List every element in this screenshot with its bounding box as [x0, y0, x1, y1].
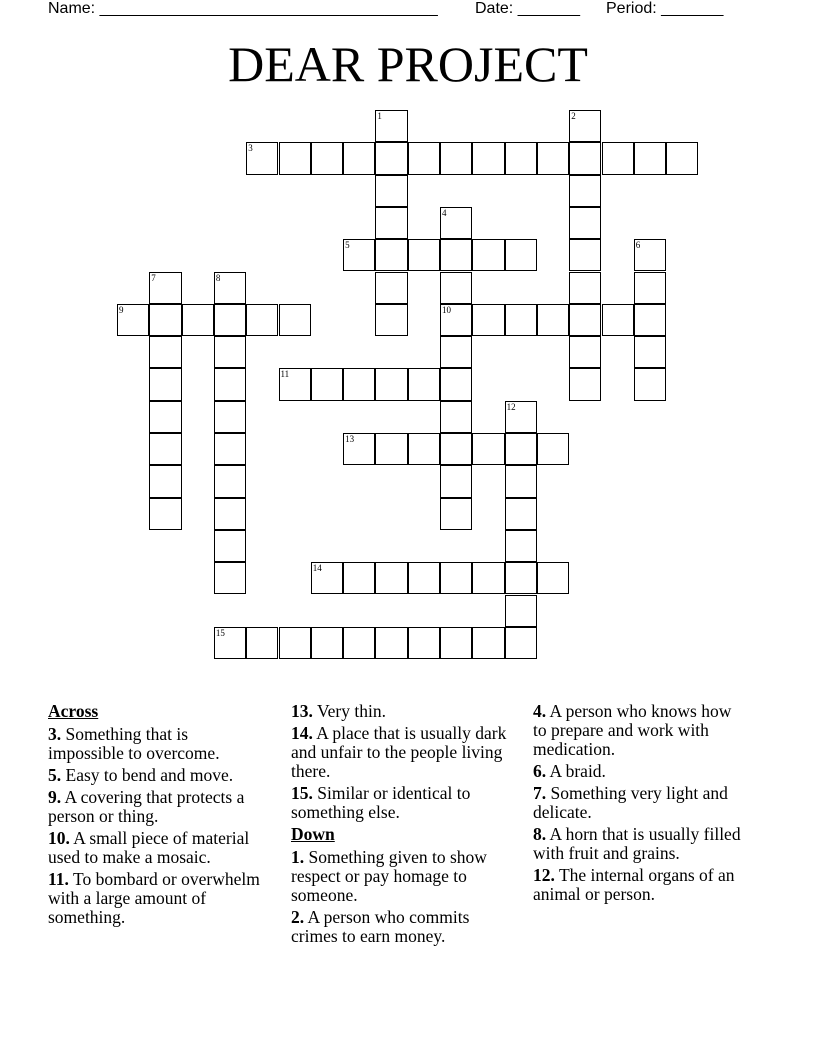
grid-cell[interactable]: [311, 627, 343, 659]
clue-number-label: 2: [571, 111, 576, 121]
grid-cell[interactable]: [440, 142, 472, 174]
clue-across-15: 15. Similar or identical to something else.: [291, 783, 471, 822]
grid-cell[interactable]: [505, 401, 537, 433]
grid-cell[interactable]: [440, 401, 472, 433]
grid-cell[interactable]: [408, 142, 440, 174]
grid-cell[interactable]: [472, 627, 504, 659]
grid-cell[interactable]: [214, 336, 246, 368]
clue-across-9: 9. A covering that protects a person or thing.: [48, 787, 245, 826]
grid-cell[interactable]: [440, 562, 472, 594]
grid-cell[interactable]: [375, 272, 407, 304]
grid-cell[interactable]: [569, 142, 601, 174]
across-heading: Across: [48, 701, 99, 721]
clue-number-label: 5: [345, 240, 350, 251]
grid-cell[interactable]: [505, 530, 537, 562]
clue-number-label: 6: [635, 240, 641, 251]
grid-cell[interactable]: [634, 336, 666, 368]
clues-column-3: [533, 702, 748, 907]
grid-cell[interactable]: [311, 562, 343, 594]
grid-cell[interactable]: [117, 304, 149, 336]
grid-cell[interactable]: [634, 142, 666, 174]
grid-cell[interactable]: [311, 368, 343, 400]
grid-cell[interactable]: [569, 272, 601, 304]
grid-cell[interactable]: [408, 627, 440, 659]
grid-cell[interactable]: [602, 142, 634, 174]
down-heading: Down: [291, 824, 335, 844]
grid-cell[interactable]: [375, 110, 407, 142]
grid-cell[interactable]: [246, 627, 278, 659]
period-field[interactable]: Period: _______: [606, 0, 724, 17]
grid-cell[interactable]: [634, 272, 666, 304]
grid-cell[interactable]: [537, 433, 569, 465]
grid-cell[interactable]: [214, 433, 246, 465]
grid-cell[interactable]: [214, 401, 246, 433]
grid-cell[interactable]: [505, 498, 537, 530]
grid-cell[interactable]: [472, 142, 504, 174]
grid-cell[interactable]: [149, 433, 181, 465]
clue-number-label: 1: [377, 111, 382, 121]
clue-number-label: 15: [215, 627, 225, 638]
grid-cell[interactable]: [440, 465, 472, 497]
grid-cell[interactable]: [505, 465, 537, 497]
clue-down-7: 7. Something very light and delicate.: [533, 783, 728, 822]
grid-cell[interactable]: [279, 304, 311, 336]
grid-cell[interactable]: [375, 562, 407, 594]
grid-cell[interactable]: [505, 562, 537, 594]
date-field[interactable]: Date: _______: [475, 0, 580, 17]
clue-across-11: 11. To bombard or overwhelm with a large amount of something.: [48, 869, 260, 927]
clue-across-5: 5. Easy to bend and move.: [48, 765, 234, 785]
clue-number-label: 14: [312, 563, 322, 574]
grid-cell[interactable]: [505, 627, 537, 659]
grid-cell[interactable]: [375, 142, 407, 174]
clue-down-4: 4. A person who knows how to prepare and work with medication.: [533, 701, 732, 759]
grid-cell[interactable]: [569, 239, 601, 271]
grid-cell[interactable]: [408, 368, 440, 400]
grid-cell[interactable]: [375, 207, 407, 239]
grid-cell[interactable]: [634, 304, 666, 336]
grid-cell[interactable]: [472, 562, 504, 594]
grid-cell[interactable]: [149, 272, 181, 304]
grid-cell[interactable]: [602, 304, 634, 336]
grid-cell[interactable]: [279, 142, 311, 174]
clue-across-3: 3. Something that is impossible to overcome.: [48, 724, 220, 763]
clue-number-label: 7: [151, 272, 156, 283]
grid-cell[interactable]: [214, 498, 246, 530]
grid-cell[interactable]: [537, 142, 569, 174]
grid-cell[interactable]: [537, 562, 569, 594]
grid-cell[interactable]: [279, 627, 311, 659]
grid-cell[interactable]: [343, 433, 375, 465]
clue-number-label: 11: [280, 369, 290, 380]
grid-cell[interactable]: [440, 433, 472, 465]
name-field[interactable]: Name: ______________________________________: [48, 0, 438, 17]
grid-cell[interactable]: [343, 627, 375, 659]
grid-cell[interactable]: [149, 465, 181, 497]
grid-cell[interactable]: [505, 433, 537, 465]
page-title: DEAR PROJECT: [228, 36, 588, 92]
clue-down-8: 8. A horn that is usually filled with fruit and grains.: [533, 824, 741, 863]
grid-cell[interactable]: [375, 175, 407, 207]
grid-cell[interactable]: [440, 239, 472, 271]
grid-cell[interactable]: [375, 627, 407, 659]
grid-cell[interactable]: [472, 304, 504, 336]
clue-number-label: 3: [248, 143, 253, 154]
grid-cell[interactable]: [375, 433, 407, 465]
grid-cell[interactable]: [505, 142, 537, 174]
grid-cell[interactable]: [440, 368, 472, 400]
grid-cell[interactable]: [440, 627, 472, 659]
grid-cell[interactable]: [375, 368, 407, 400]
clue-across-14: 14. A place that is usually dark and unfair to the people living there.: [291, 723, 507, 781]
clue-number-label: 13: [345, 434, 355, 444]
grid-cell[interactable]: [149, 336, 181, 368]
clues-column-1: [48, 702, 263, 930]
grid-cell[interactable]: [634, 239, 666, 271]
grid-cell[interactable]: [149, 401, 181, 433]
grid-cell[interactable]: [375, 239, 407, 271]
grid-cell[interactable]: [279, 368, 311, 400]
clues-column-2: [291, 702, 519, 949]
grid-cell[interactable]: [214, 304, 246, 336]
grid-cell[interactable]: [343, 562, 375, 594]
clue-down-12: 12. The internal organs of an animal or person.: [533, 865, 735, 904]
grid-cell[interactable]: [408, 562, 440, 594]
grid-cell[interactable]: [505, 304, 537, 336]
grid-cell[interactable]: [440, 272, 472, 304]
grid-cell[interactable]: [214, 530, 246, 562]
grid-cell[interactable]: [569, 207, 601, 239]
grid-cell[interactable]: [537, 304, 569, 336]
grid-cell[interactable]: [149, 368, 181, 400]
grid-cell[interactable]: [408, 433, 440, 465]
grid-cell[interactable]: [569, 175, 601, 207]
clue-down-1: 1. Something given to show respect or pay homage to someone.: [291, 847, 487, 905]
clue-down-6: 6. A braid.: [533, 761, 606, 781]
grid-cell[interactable]: [569, 304, 601, 336]
grid-cell[interactable]: [343, 368, 375, 400]
clue-number-label: 8: [215, 272, 221, 283]
grid-cell[interactable]: [182, 304, 214, 336]
grid-cell[interactable]: [246, 142, 278, 174]
grid-cell[interactable]: [440, 207, 472, 239]
grid-cell[interactable]: [472, 433, 504, 465]
grid-cell[interactable]: [343, 239, 375, 271]
grid-cell[interactable]: [311, 142, 343, 174]
clue-number-label: 10: [442, 304, 451, 315]
grid-cell[interactable]: [569, 368, 601, 400]
clue-number-label: 4: [442, 207, 447, 218]
clue-across-10: 10. A small piece of material used to make a mosaic.: [48, 828, 250, 867]
grid-cell[interactable]: [246, 304, 278, 336]
grid-cell[interactable]: [343, 142, 375, 174]
grid-cell[interactable]: [149, 304, 181, 336]
grid-cell[interactable]: [440, 336, 472, 368]
grid-cell[interactable]: [505, 239, 537, 271]
clue-number-label: 12: [506, 401, 516, 412]
grid-cell[interactable]: [569, 110, 601, 142]
grid-cell[interactable]: [214, 627, 246, 659]
clue-number-label: 9: [119, 304, 124, 315]
clue-across-13: 13. Very thin.: [291, 701, 386, 721]
grid-cell[interactable]: [440, 498, 472, 530]
grid-cell[interactable]: [472, 239, 504, 271]
grid-cell[interactable]: [214, 465, 246, 497]
clue-down-2: 2. A person who commits crimes to earn money.: [291, 907, 470, 946]
grid-cell[interactable]: [214, 368, 246, 400]
grid-cell[interactable]: [666, 142, 698, 174]
grid-cell[interactable]: [634, 368, 666, 400]
grid-cell[interactable]: [149, 498, 181, 530]
grid-cell[interactable]: [214, 562, 246, 594]
grid-cell[interactable]: [375, 304, 407, 336]
grid-cell[interactable]: [505, 595, 537, 627]
grid-cell[interactable]: [440, 304, 472, 336]
grid-cell[interactable]: [408, 239, 440, 271]
grid-cell[interactable]: [569, 336, 601, 368]
grid-cell[interactable]: [214, 272, 246, 304]
